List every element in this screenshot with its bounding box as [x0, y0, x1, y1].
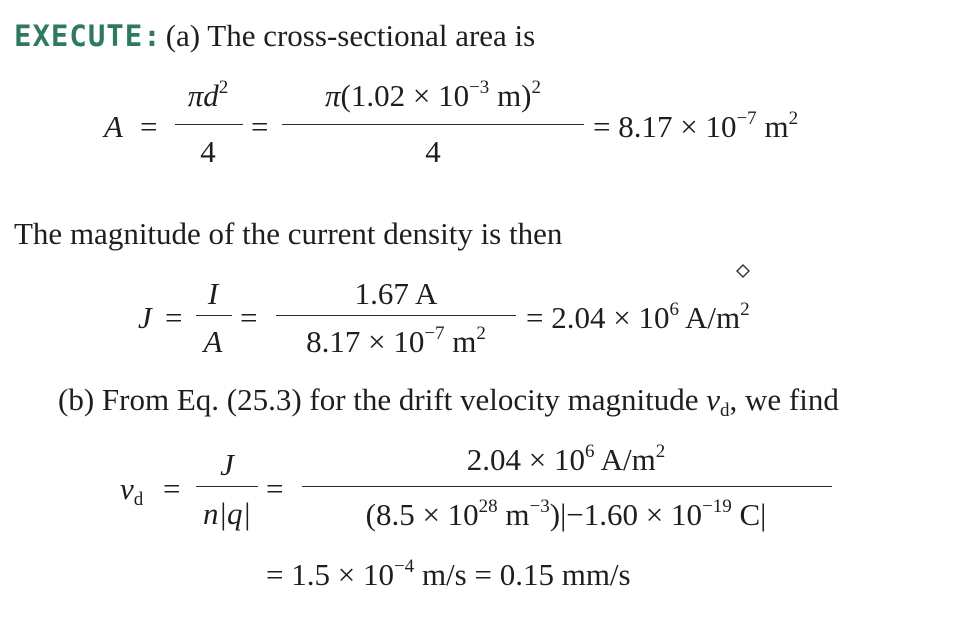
eq-density-equals-2: =: [240, 300, 258, 335]
eq-area-frac1-denominator: 4: [200, 134, 216, 169]
eq-area-result: = $8.17 \times 10^{-7}$ $m^2$: [593, 108, 799, 144]
eq-drift-frac1-denominator: n|q|: [202, 496, 252, 531]
eq-density-frac1-denominator: A: [203, 324, 223, 359]
eq-density-equals-1: =: [165, 300, 183, 335]
eq-drift-frac1-bar: [196, 486, 258, 487]
eq-area-equals-1: =: [140, 109, 158, 144]
execute-line: [14, 18, 535, 54]
eq-drift-equals-2: =: [266, 471, 284, 506]
eq-area-frac2-numerator: $\pi(1.02 \times 10^{-3}$ m)$^2$: [325, 77, 541, 113]
eq-density-result: = $2.04 \times 10^6$ $A/m^2$: [526, 299, 750, 335]
current-density-intro: The magnitude of the current density is then: [14, 216, 563, 251]
eq-drift-equals-1: =: [163, 471, 181, 506]
execute-label: EXECUTE:: [14, 19, 162, 53]
eq-area-frac1-bar: [175, 124, 243, 125]
eq-drift-frac2-numerator: $2.04 \times 10^6$ $A/m^2$: [466, 441, 666, 477]
eq-area-lhs: A: [104, 109, 123, 144]
eq-density-frac2-numerator: 1.67 A: [354, 276, 438, 311]
eq-density-frac2-bar: [276, 315, 516, 316]
eq-drift-lhs: $v_d$: [120, 471, 144, 510]
part-a-intro: (a) The cross-sectional area is: [165, 18, 536, 53]
eq-drift-frac1-numerator: J: [220, 447, 234, 482]
eq-area-equals-2: =: [251, 109, 269, 144]
eq-drift-frac2-bar: [302, 486, 832, 487]
eq-density-frac1-bar: [196, 315, 232, 316]
eq-area-frac2-bar: [282, 124, 584, 125]
eq-density-lhs: J: [138, 300, 152, 335]
eq-drift-result: = $1.5 \times 10^{-4}$ m/s = 0.15 mm/s: [266, 556, 631, 592]
eq-density-frac1-numerator: I: [207, 276, 219, 311]
eq-area-frac2-denominator: 4: [425, 134, 441, 169]
eq-drift-frac2-denominator: ($8.5 \times 10^{28}$ $m^{-3})|-1.60 \times 10^{-19}$ C|: [365, 496, 767, 532]
eq-area-frac1-numerator: $\pi d^2$: [187, 77, 229, 113]
part-b-line: (b) From Eq. (25.3) for the drift velocity magnitude $v_d$, we find: [58, 382, 839, 421]
eq-density-frac2-denominator: $8.17 \times 10^{-7}$ $m^2$: [306, 323, 486, 359]
cursor-diamond-icon: [736, 264, 750, 278]
